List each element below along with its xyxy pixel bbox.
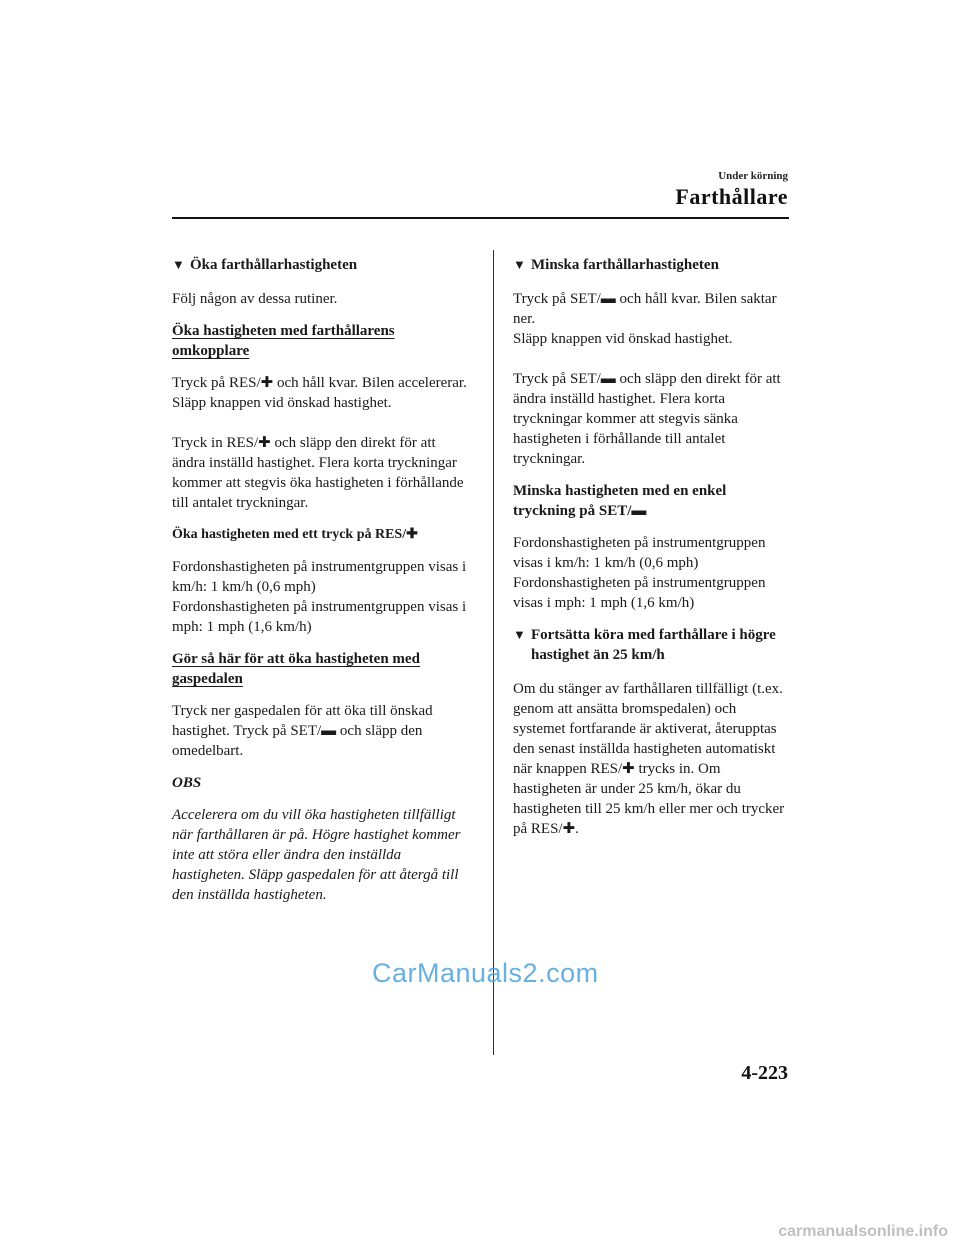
subheading-accelerator: Gör så här för att öka hastigheten med gaspedalen xyxy=(172,651,420,687)
paragraph: Fordonshastigheten på instrumentgruppen visas i km/h: 1 km/h (0,6 mph) xyxy=(172,559,467,595)
subheading-single-press: Öka hastigheten med ett tryck på RES/✚ xyxy=(172,527,418,542)
heading-text: Fortsätta köra med farthållare i högre hastighet än 25 km/h xyxy=(531,627,776,663)
paragraph: Tryck på SET/▬ och håll kvar. Bilen saktar ner. xyxy=(513,291,777,327)
triangle-down-icon: ▼ xyxy=(172,257,185,272)
subheading-single-press-decrease: Minska hastigheten med en enkel tryckning på SET/▬ xyxy=(513,483,727,519)
left-column xyxy=(172,255,472,917)
column-divider xyxy=(493,250,494,1055)
subheading-switch: Öka hastigheten med farthållarens omkopplare xyxy=(172,323,395,359)
paragraph: Fordonshastigheten på instrumentgruppen visas i mph: 1 mph (1,6 km/h) xyxy=(513,575,766,611)
header-rule xyxy=(172,217,789,219)
heading-text: Öka farthållarhastigheten xyxy=(190,257,358,273)
paragraph: Fordonshastigheten på instrumentgruppen visas i mph: 1 mph (1,6 km/h) xyxy=(172,599,467,635)
page-title: Farthållare xyxy=(675,184,788,209)
section-heading-resume xyxy=(513,625,791,665)
paragraph: Släpp knappen vid önskad hastighet. xyxy=(513,331,733,347)
watermark-logo: CarManuals2.com xyxy=(372,958,599,988)
note-text: Accelerera om du vill öka hastigheten tillfälligt när farthållaren är på. Högre hastighet kommer inte att störa eller ändra den inställda hastigheten. Släpp gaspedalen för att återgå till den inställda hastigheten. xyxy=(172,807,461,903)
paragraph: Tryck in RES/✚ och släpp den direkt för att ändra inställd hastighet. Flera korta tryckningar kommer att stegvis öka hastigheten i förhållande till antalet tryckningar. xyxy=(172,435,464,511)
paragraph: Tryck på SET/▬ och släpp den direkt för att ändra inställd hastighet. Flera korta tryckningar kommer att stegvis sänka hastigheten i förhållande till antalet tryckningar. xyxy=(513,371,781,467)
header-section-label: Under körning xyxy=(718,170,788,182)
paragraph: Fordonshastigheten på instrumentgruppen visas i km/h: 1 km/h (0,6 mph) xyxy=(513,535,766,571)
page-number: 4-223 xyxy=(741,1062,788,1084)
section-heading-decrease xyxy=(513,255,791,275)
right-column xyxy=(513,255,791,851)
paragraph: Om du stänger av farthållaren tillfälligt (t.ex. genom att ansätta bromspedalen) och systemet fortfarande är aktiverat, återupptas den senast inställda hastigheten automatiskt när knappen RES/✚ trycks in. Om hastigheten är under 25 km/h, ökar du hastigheten till 25 km/h eller mer och trycker på RES/✚. xyxy=(513,681,785,837)
heading-text: Minska farthållarhastigheten xyxy=(531,257,719,273)
triangle-down-icon: ▼ xyxy=(513,627,526,642)
section-heading-increase xyxy=(172,255,472,275)
intro-text: Följ någon av dessa rutiner. xyxy=(172,291,338,307)
footer-watermark: carmanualsonline.info xyxy=(778,1223,948,1240)
note-label: OBS xyxy=(172,775,202,791)
paragraph: Tryck ner gaspedalen för att öka till önskad hastighet. Tryck på SET/▬ och släpp den omedelbart. xyxy=(172,703,433,759)
paragraph: Tryck på RES/✚ och håll kvar. Bilen accelererar. Släpp knappen vid önskad hastighet. xyxy=(172,375,467,411)
triangle-down-icon: ▼ xyxy=(513,257,526,272)
